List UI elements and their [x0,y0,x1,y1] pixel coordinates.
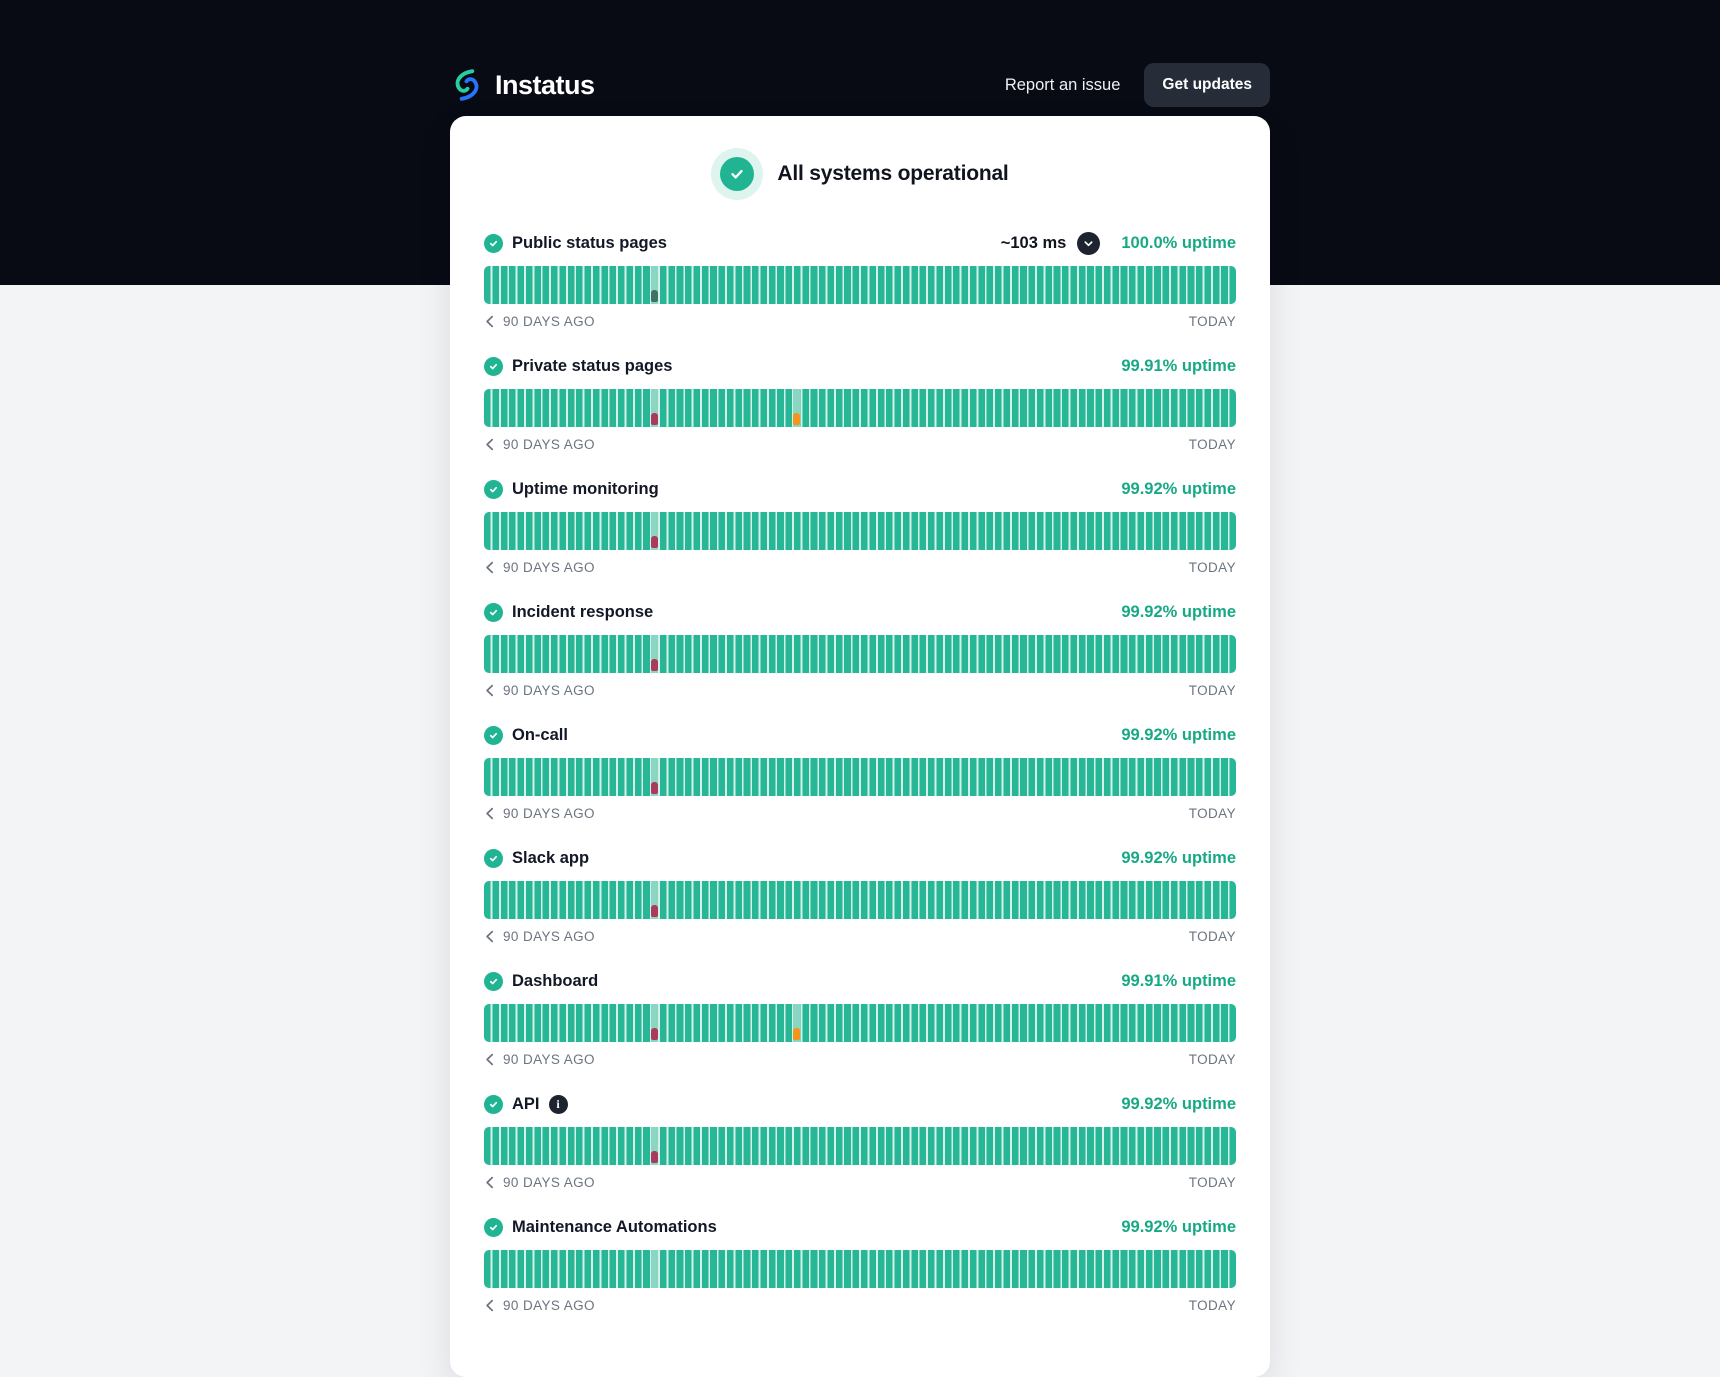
info-icon[interactable]: i [549,1095,568,1114]
service-header [484,1091,1236,1117]
chevron-left-icon[interactable] [484,930,495,943]
uptime-history-bar[interactable] [484,881,1236,919]
service-header [484,230,1236,256]
service-footer [484,1174,1236,1191]
brand-logo[interactable] [450,68,595,102]
range-end-label: TODAY [1188,1298,1236,1313]
status-card [450,116,1270,1377]
range-end-label: TODAY [1188,437,1236,452]
chevron-left-icon[interactable] [484,1299,495,1312]
service-row [484,1091,1236,1191]
site-header [450,0,1270,110]
range-start-label: 90 DAYS AGO [503,1175,595,1190]
uptime-percent: 99.92% uptime [1121,479,1236,498]
range-start-label: 90 DAYS AGO [503,806,595,821]
range-start-label: 90 DAYS AGO [503,437,595,452]
uptime-percent: 99.92% uptime [1121,602,1236,621]
uptime-history-bar[interactable] [484,512,1236,550]
incident-marker[interactable] [651,1028,658,1040]
service-row [484,599,1236,699]
chevron-down-toggle-icon[interactable] [1077,232,1100,255]
get-updates-button[interactable]: Get updates [1144,63,1270,107]
service-operational-icon [484,357,503,376]
maintenance-marker[interactable] [651,290,658,302]
service-footer [484,313,1236,330]
uptime-percent: 99.92% uptime [1121,725,1236,744]
service-row [484,845,1236,945]
service-operational-icon [484,726,503,745]
service-row [484,230,1236,330]
header-nav [1005,63,1270,107]
service-header [484,968,1236,994]
report-issue-link[interactable]: Report an issue [1004,75,1121,94]
uptime-percent: 99.91% uptime [1121,971,1236,990]
range-start-label: 90 DAYS AGO [503,560,595,575]
service-row [484,1214,1236,1314]
range-start-label: 90 DAYS AGO [503,1298,595,1313]
uptime-history-bar[interactable] [484,1250,1236,1288]
service-operational-icon [484,603,503,622]
services-list [484,230,1236,1314]
service-footer [484,559,1236,576]
service-name: API [512,1094,540,1113]
service-name: Dashboard [512,971,599,990]
service-operational-icon [484,1218,503,1237]
range-end-label: TODAY [1188,560,1236,575]
service-header [484,722,1236,748]
range-end-label: TODAY [1188,1052,1236,1067]
service-operational-icon [484,1095,503,1114]
service-footer [484,1297,1236,1314]
service-operational-icon [484,480,503,499]
service-row [484,968,1236,1068]
uptime-percent: 99.92% uptime [1121,1094,1236,1113]
incident-marker[interactable] [651,659,658,671]
service-footer [484,682,1236,699]
service-footer [484,1051,1236,1068]
service-footer [484,436,1236,453]
uptime-percent: 100.0% uptime [1121,233,1236,252]
service-header [484,353,1236,379]
service-name: Public status pages [512,233,667,252]
service-row [484,722,1236,822]
service-name: Maintenance Automations [512,1217,717,1236]
chevron-left-icon[interactable] [484,315,495,328]
incident-marker[interactable] [651,905,658,917]
uptime-history-bar[interactable] [484,266,1236,304]
service-header [484,599,1236,625]
chevron-left-icon[interactable] [484,1053,495,1066]
status-check-halo [711,148,763,200]
service-name: Slack app [512,848,590,867]
instatus-logo-icon [450,68,484,102]
uptime-history-bar[interactable] [484,635,1236,673]
service-header [484,476,1236,502]
chevron-left-icon[interactable] [484,561,495,574]
service-footer [484,928,1236,945]
latency-value: ~103 ms [1000,233,1067,252]
service-name: Incident response [512,602,654,621]
incident-marker[interactable] [651,782,658,794]
service-operational-icon [484,849,503,868]
uptime-history-bar[interactable] [484,758,1236,796]
overall-status-text: All systems operational [777,162,1009,185]
range-end-label: TODAY [1188,1175,1236,1190]
check-icon [720,157,754,191]
range-end-label: TODAY [1188,806,1236,821]
range-end-label: TODAY [1188,314,1236,329]
incident-marker[interactable] [651,536,658,548]
range-end-label: TODAY [1188,683,1236,698]
range-start-label: 90 DAYS AGO [503,314,595,329]
chevron-left-icon[interactable] [484,807,495,820]
service-name: Private status pages [512,356,673,375]
service-operational-icon [484,972,503,991]
range-end-label: TODAY [1188,929,1236,944]
service-name: On-call [512,725,568,744]
warning-marker[interactable] [793,1028,800,1040]
brand-name: Instatus [495,69,595,100]
range-start-label: 90 DAYS AGO [503,683,595,698]
uptime-history-bar[interactable] [484,1004,1236,1042]
uptime-percent: 99.91% uptime [1121,356,1236,375]
service-name: Uptime monitoring [512,479,659,498]
highlighted-day-bar[interactable] [651,1250,658,1288]
service-row [484,353,1236,453]
uptime-percent: 99.92% uptime [1121,1217,1236,1236]
range-start-label: 90 DAYS AGO [503,1052,595,1067]
service-operational-icon [484,234,503,253]
warning-marker[interactable] [793,413,800,425]
overall-status-banner [484,148,1236,200]
service-row [484,476,1236,576]
service-header [484,1214,1236,1240]
service-header [484,845,1236,871]
uptime-percent: 99.92% uptime [1121,848,1236,867]
incident-marker[interactable] [651,413,658,425]
incident-marker[interactable] [651,1151,658,1163]
service-footer [484,805,1236,822]
uptime-history-bar[interactable] [484,1127,1236,1165]
chevron-left-icon[interactable] [484,684,495,697]
chevron-left-icon[interactable] [484,1176,495,1189]
uptime-history-bar[interactable] [484,389,1236,427]
range-start-label: 90 DAYS AGO [503,929,595,944]
chevron-left-icon[interactable] [484,438,495,451]
